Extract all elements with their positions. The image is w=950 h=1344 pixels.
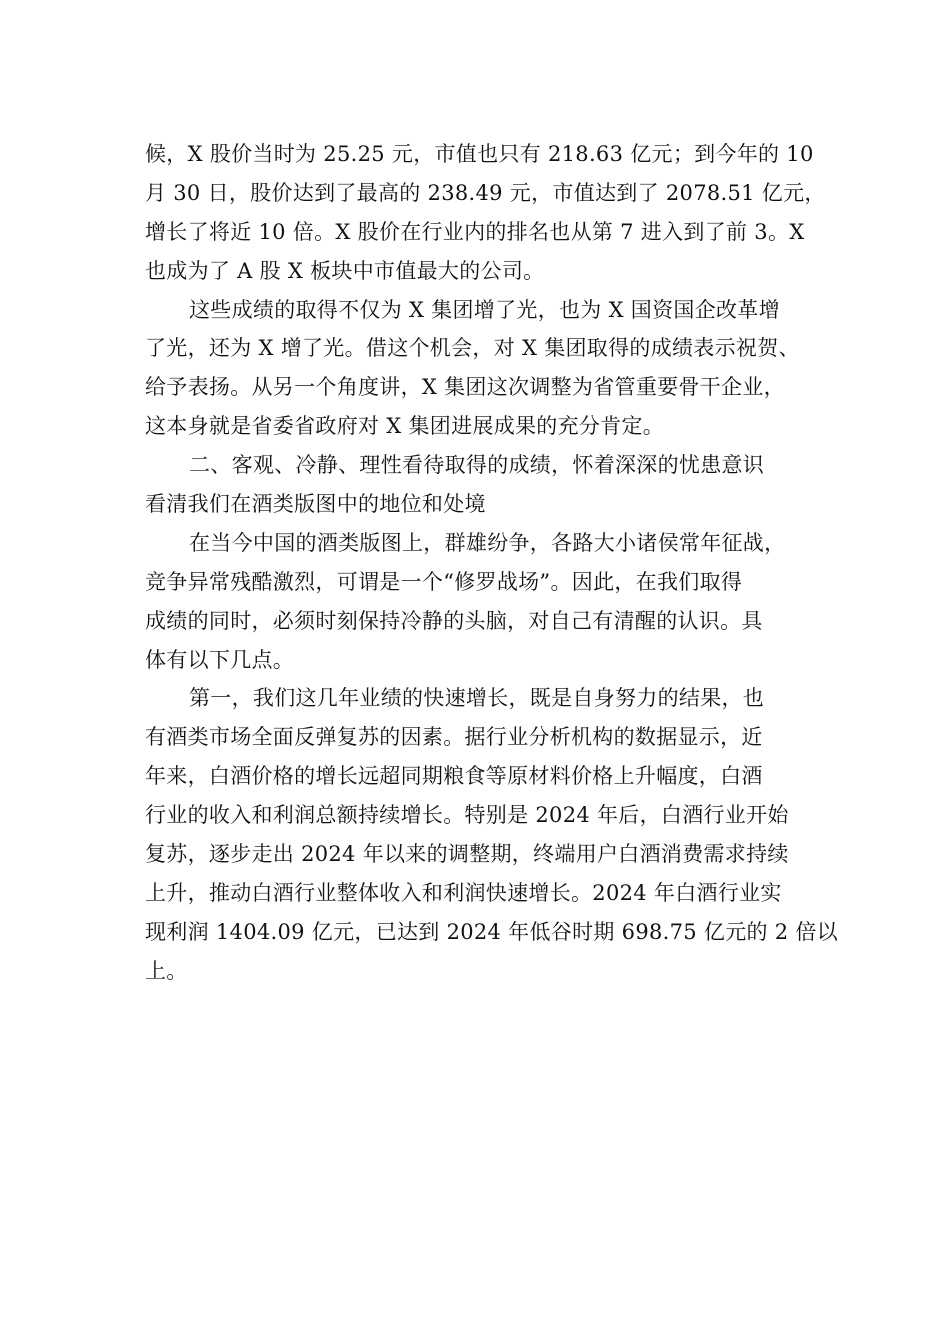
text-line: 二、客观、冷静、理性看待取得的成绩，怀着深深的忧患意识 xyxy=(189,453,765,478)
paragraph-competition xyxy=(145,524,810,680)
text-line: 上升，推动白酒行业整体收入和利润快速增长。2024 年白酒行业实 xyxy=(145,880,782,905)
paragraph-achievements xyxy=(145,291,810,447)
paragraph-stock-growth xyxy=(145,135,826,291)
text-line: 复苏，逐步走出 2024 年以来的调整期，终端用户白酒消费需求持续 xyxy=(145,842,789,867)
text-line: 年来，白酒价格的增长远超同期粮食等原材料价格上升幅度，白酒 xyxy=(145,764,763,789)
text-line: 了光，还为 X 增了光。借这个机会，对 X 集团取得的成绩表示祝贺、 xyxy=(145,336,800,361)
text-line: 给予表扬。从另一个角度讲，X 集团这次调整为省管重要骨干企业， xyxy=(145,375,785,400)
text-line: 看清我们在酒类版图中的地位和处境 xyxy=(145,492,486,517)
text-line: 也成为了 A 股 X 板块中市值最大的公司。 xyxy=(145,258,545,283)
text-line: 行业的收入和利润总额持续增长。特别是 2024 年后，白酒行业开始 xyxy=(145,803,789,828)
text-line: 成绩的同时，必须时刻保持冷静的头脑，对自己有清醒的认识。具 xyxy=(145,608,763,633)
text-line: 现利润 1404.09 亿元，已达到 2024 年低谷时期 698.75 亿元的 2 倍以 xyxy=(145,919,839,944)
text-line: 这本身就是省委省政府对 X 集团进展成果的充分肯定。 xyxy=(145,414,665,439)
text-line: 在当今中国的酒类版图上，群雄纷争，各路大小诸侯常年征战， xyxy=(189,530,786,555)
text-line: 月 30 日，股价达到了最高的 238.49 元，市值达到了 2078.51 亿元， xyxy=(145,180,826,205)
text-line: 有酒类市场全面反弹复苏的因素。据行业分析机构的数据显示，近 xyxy=(145,725,763,750)
text-line: 候，X 股价当时为 25.25 元，市值也只有 218.63 亿元；到今年的 10 xyxy=(145,142,814,166)
text-line: 增长了将近 10 倍。X 股价在行业内的排名也从第 7 进入到了前 3。X xyxy=(145,219,805,244)
text-line: 第一，我们这几年业绩的快速增长，既是自身努力的结果，也 xyxy=(189,686,765,711)
section-heading-two xyxy=(145,446,810,524)
paragraph-first-point xyxy=(145,679,839,990)
text-line: 竞争异常残酷激烈，可谓是一个“修罗战场”。因此，在我们取得 xyxy=(145,569,743,594)
text-line: 上。 xyxy=(145,958,188,983)
text-line: 体有以下几点。 xyxy=(145,647,295,672)
document-body xyxy=(145,135,839,991)
text-line: 这些成绩的取得不仅为 X 集团增了光，也为 X 国资国企改革增 xyxy=(189,297,780,322)
